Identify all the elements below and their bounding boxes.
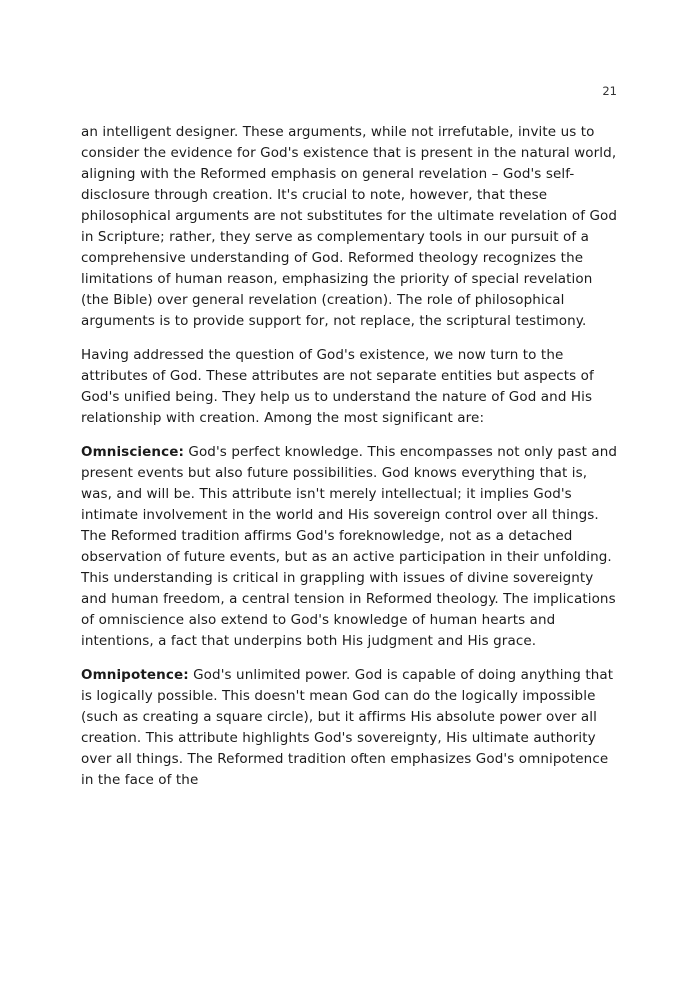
term-label: Omnipotence: <box>81 667 189 683</box>
paragraph <box>81 442 619 652</box>
page-number: 21 <box>602 84 617 98</box>
paragraph <box>81 665 619 791</box>
paragraph <box>81 345 619 429</box>
paragraph-text: Having addressed the question of God's existence, we now turn to the attributes of God. These attributes are not separate entities but aspects of God's unified being. They help us to understand the nature of God and His relationship with creation. Among the most significant are: <box>81 347 594 426</box>
paragraph <box>81 122 619 332</box>
page-body <box>81 122 619 804</box>
paragraph-text: an intelligent designer. These arguments, while not irrefutable, invite us to consider the evidence for God's existence that is present in the natural world, aligning with the Reformed emphasis on general revelation – God's self-disclosure through creation. It's crucial to note, however, that these philosophical arguments are not substitutes for the ultimate revelation of God in Scripture; rather, they serve as complementary tools in our pursuit of a comprehensive understanding of God. Reformed theology recognizes the limitations of human reason, emphasizing the priority of special revelation (the Bible) over general revelation (creation). The role of philosophical arguments is to provide support for, not replace, the scriptural testimony. <box>81 124 618 329</box>
paragraph-text: God's unlimited power. God is capable of doing anything that is logically possible. This doesn't mean God can do the logically impossible (such as creating a square circle), but it affirms His absolute power over all creation. This attribute highlights God's sovereignty, His ultimate authority over all things. The Reformed tradition often emphasizes God's omnipotence in the face of the <box>81 667 614 788</box>
paragraph-text: God's perfect knowledge. This encompasses not only past and present events but also future possibilities. God knows everything that is, was, and will be. This attribute isn't merely intellectual; it implies God's intimate involvement in the world and His sovereign control over all things. The Reformed tradition affirms God's foreknowledge, not as a detached observation of future events, but as an active participation in their unfolding. This understanding is critical in grappling with issues of divine sovereignty and human freedom, a central tension in Reformed theology. The implications of omniscience also extend to God's knowledge of human hearts and intentions, a fact that underpins both His judgment and His grace. <box>81 444 618 649</box>
term-label: Omniscience: <box>81 444 184 460</box>
